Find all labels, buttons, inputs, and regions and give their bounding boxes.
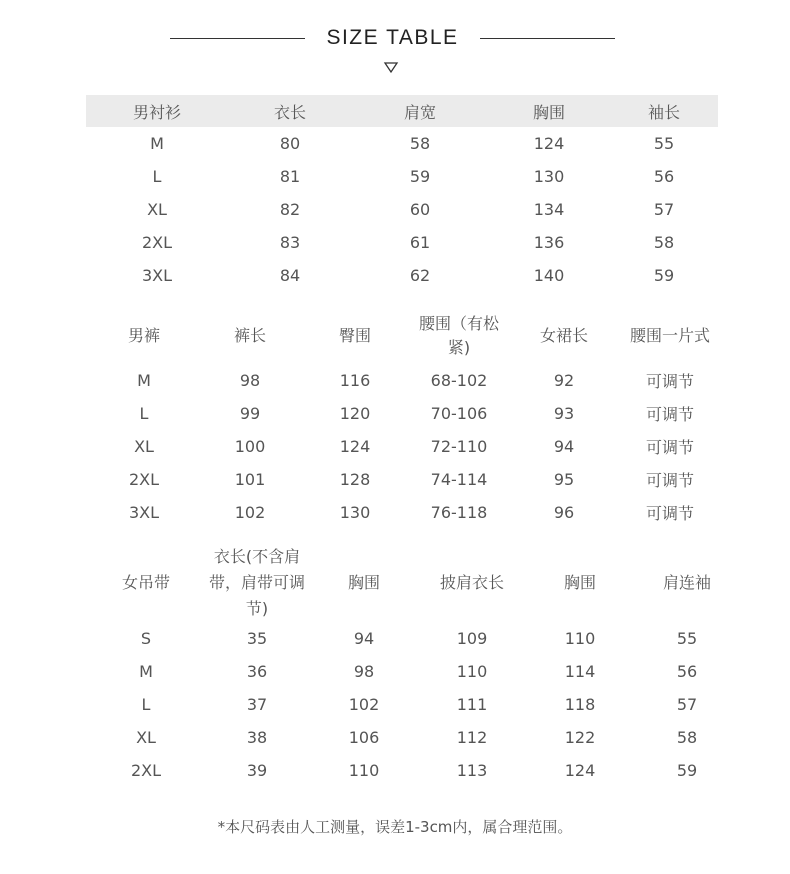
- down-triangle-icon: [383, 62, 399, 74]
- table-row: [86, 226, 718, 259]
- table-row: [90, 397, 722, 430]
- table-cell: 93: [553, 404, 575, 423]
- table-cell: 122: [564, 728, 596, 747]
- header-cell: 胸围: [532, 102, 565, 122]
- header-cell: 臀围: [338, 326, 371, 345]
- table-cell: 102: [234, 503, 266, 522]
- table-cell: 110: [348, 761, 380, 780]
- table-cell: 可调节: [645, 438, 694, 457]
- header-cell: 裤长: [233, 326, 266, 345]
- table-cell: 56: [653, 167, 675, 186]
- table-cell: 58: [676, 728, 698, 747]
- header-cell: 袖长: [647, 102, 680, 122]
- table-cell: 100: [234, 437, 266, 456]
- size-cell: L: [139, 404, 149, 423]
- table-row: [90, 496, 722, 529]
- table-cell: 36: [246, 662, 268, 681]
- header-cell: 腰围一片式: [629, 326, 710, 345]
- table-cell: 59: [676, 761, 698, 780]
- women-camisole-size-table: [90, 544, 742, 787]
- header-cell: 衣长: [273, 102, 306, 122]
- size-cell: M: [139, 662, 153, 681]
- table-cell: 101: [234, 470, 266, 489]
- table-cell: 58: [653, 233, 675, 252]
- table-cell: 56: [676, 662, 698, 681]
- table-row: [90, 754, 742, 787]
- header-cell: 腰围（有松紧): [418, 314, 499, 357]
- header-cell: 男衬衫: [132, 102, 181, 122]
- header-cell: 胸围: [347, 573, 380, 592]
- table-row: [90, 721, 742, 754]
- table-row: [90, 622, 742, 655]
- table-header-row: [90, 308, 722, 364]
- table-cell: 106: [348, 728, 380, 747]
- table-cell: 60: [409, 200, 431, 219]
- table-cell: 116: [339, 371, 371, 390]
- men-pants-size-table: [90, 308, 722, 529]
- table-cell: 81: [279, 167, 301, 186]
- table-cell: 96: [553, 503, 575, 522]
- header-cell: 披肩衣长: [439, 573, 504, 592]
- size-cell: XL: [134, 437, 154, 456]
- table-cell: 92: [553, 371, 575, 390]
- table-cell: 58: [409, 134, 431, 153]
- table-row: [86, 259, 718, 292]
- size-cell: 2XL: [141, 233, 173, 252]
- table-cell: 35: [246, 629, 268, 648]
- table-cell: 124: [564, 761, 596, 780]
- table-cell: 95: [553, 470, 575, 489]
- table-cell: 74-114: [430, 470, 488, 489]
- table-cell: 118: [564, 695, 596, 714]
- size-cell: 3XL: [141, 266, 173, 285]
- table-cell: 可调节: [645, 372, 694, 391]
- table-cell: 38: [246, 728, 268, 747]
- table-cell: 94: [353, 629, 375, 648]
- table-cell: 109: [456, 629, 488, 648]
- table-cell: 57: [676, 695, 698, 714]
- table-cell: 124: [533, 134, 565, 153]
- table-cell: 39: [246, 761, 268, 780]
- table-cell: 128: [339, 470, 371, 489]
- size-cell: XL: [136, 728, 156, 747]
- table-cell: 134: [533, 200, 565, 219]
- size-cell: L: [152, 167, 162, 186]
- size-cell: L: [141, 695, 151, 714]
- size-cell: M: [150, 134, 164, 153]
- header-cell: 胸围: [563, 573, 596, 592]
- table-cell: 130: [533, 167, 565, 186]
- table-cell: 68-102: [430, 371, 488, 390]
- table-cell: 98: [353, 662, 375, 681]
- table-cell: 112: [456, 728, 488, 747]
- table-row: [90, 688, 742, 721]
- size-cell: S: [140, 629, 152, 648]
- table-cell: 110: [564, 629, 596, 648]
- size-cell: M: [137, 371, 151, 390]
- header-cell: 肩宽: [403, 102, 436, 122]
- size-table-header: [0, 24, 790, 54]
- table-header-row: [86, 95, 718, 127]
- table-row: [90, 364, 722, 397]
- table-cell: 76-118: [430, 503, 488, 522]
- table-cell: 84: [279, 266, 301, 285]
- header-cell: 女裙长: [539, 326, 588, 345]
- header-cell: 衣长(不含肩带，肩带可调节): [208, 547, 305, 618]
- table-row: [86, 193, 718, 226]
- table-row: [90, 655, 742, 688]
- size-cell: 2XL: [128, 470, 160, 489]
- table-cell: 55: [676, 629, 698, 648]
- table-cell: 99: [239, 404, 261, 423]
- table-cell: 83: [279, 233, 301, 252]
- table-cell: 可调节: [645, 471, 694, 490]
- size-cell: 3XL: [128, 503, 160, 522]
- table-cell: 111: [456, 695, 488, 714]
- table-cell: 114: [564, 662, 596, 681]
- table-cell: 82: [279, 200, 301, 219]
- measurement-footnote: *本尺码表由人工测量，误差1-3cm内，属合理范围。: [217, 818, 573, 836]
- table-cell: 130: [339, 503, 371, 522]
- table-cell: 61: [409, 233, 431, 252]
- table-cell: 55: [653, 134, 675, 153]
- header-cell: 女吊带: [121, 573, 170, 592]
- table-cell: 120: [339, 404, 371, 423]
- table-cell: 113: [456, 761, 488, 780]
- table-cell: 57: [653, 200, 675, 219]
- page-title: SIZE TABLE: [326, 26, 459, 49]
- table-cell: 可调节: [645, 504, 694, 523]
- table-cell: 94: [553, 437, 575, 456]
- table-cell: 98: [239, 371, 261, 390]
- table-cell: 102: [348, 695, 380, 714]
- size-cell: 2XL: [130, 761, 162, 780]
- table-cell: 140: [533, 266, 565, 285]
- size-cell: XL: [147, 200, 167, 219]
- table-cell: 70-106: [430, 404, 488, 423]
- table-cell: 124: [339, 437, 371, 456]
- table-row: [90, 463, 722, 496]
- table-cell: 37: [246, 695, 268, 714]
- table-cell: 80: [279, 134, 301, 153]
- men-shirt-size-table: [86, 95, 718, 292]
- table-row: [86, 127, 718, 160]
- table-cell: 59: [653, 266, 675, 285]
- header-cell: 男裤: [127, 326, 160, 345]
- header-left-rule: [170, 38, 305, 39]
- table-cell: 136: [533, 233, 565, 252]
- table-cell: 59: [409, 167, 431, 186]
- header-right-rule: [480, 38, 615, 39]
- table-cell: 可调节: [645, 405, 694, 424]
- table-cell: 72-110: [430, 437, 488, 456]
- table-cell: 110: [456, 662, 488, 681]
- table-header-row: [90, 544, 742, 622]
- table-row: [90, 430, 722, 463]
- header-cell: 肩连袖: [662, 573, 711, 592]
- table-row: [86, 160, 718, 193]
- table-cell: 62: [409, 266, 431, 285]
